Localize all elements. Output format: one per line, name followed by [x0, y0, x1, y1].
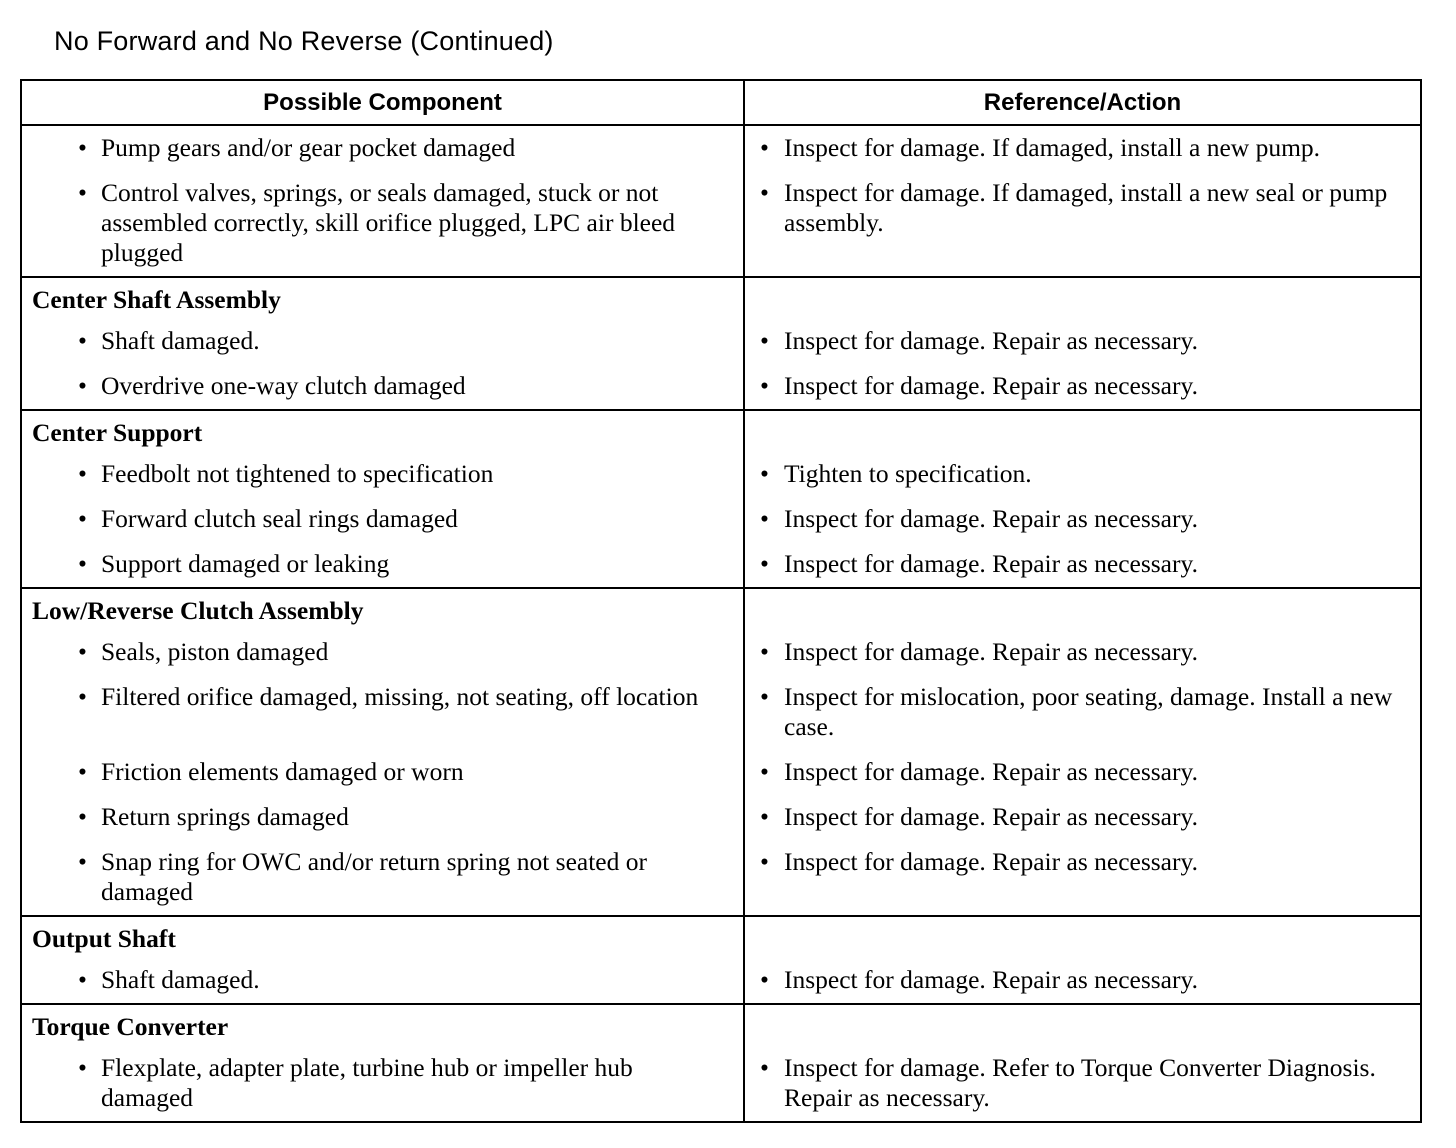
section-title: Output Shaft [32, 924, 176, 953]
section-title-empty-cell [744, 410, 1421, 452]
component-cell [21, 364, 744, 410]
section-title-cell [21, 588, 744, 630]
section-title-empty-cell [744, 588, 1421, 630]
action-item: • Inspect for damage. Repair as necessary. [745, 958, 1420, 1003]
table-row [21, 675, 1421, 750]
component-item: • Return springs damaged [22, 795, 743, 840]
action-cell [744, 795, 1421, 840]
component-item: • Friction elements damaged or worn [22, 750, 743, 795]
component-cell [21, 1046, 744, 1122]
table-row [21, 750, 1421, 795]
component-cell [21, 958, 744, 1004]
action-cell [744, 125, 1421, 171]
action-cell [744, 750, 1421, 795]
section-title-cell [21, 277, 744, 319]
action-item: • Inspect for damage. Repair as necessary. [745, 497, 1420, 542]
component-cell [21, 542, 744, 588]
section-title: Low/Reverse Clutch Assembly [32, 596, 364, 625]
component-cell [21, 125, 744, 171]
action-cell [744, 542, 1421, 588]
action-item: • Inspect for damage. Refer to Torque Converter Diagnosis. Repair as necessary. [745, 1046, 1420, 1121]
section-title: Torque Converter [32, 1012, 229, 1041]
section-title-empty-cell [744, 1004, 1421, 1046]
table-row [21, 795, 1421, 840]
section-title-cell [21, 1004, 744, 1046]
table-row [21, 630, 1421, 675]
page-title: No Forward and No Reverse (Continued) [54, 26, 554, 56]
section-header-row-center-shaft-assembly [21, 277, 1421, 319]
table-row [21, 840, 1421, 916]
table-row [21, 171, 1421, 277]
component-item: • Control valves, springs, or seals damaged, stuck or not assembled correctly, skill orifice plugged, LPC air bleed plugged [22, 171, 743, 276]
action-item: • Inspect for damage. Repair as necessary. [745, 795, 1420, 840]
section-header-row-low-reverse-clutch-assembly [21, 588, 1421, 630]
table-row [21, 1046, 1421, 1122]
section-title: Center Shaft Assembly [32, 285, 281, 314]
component-item: • Feedbolt not tightened to specification [22, 452, 743, 497]
action-item: • Inspect for mislocation, poor seating, damage. Install a new case. [745, 675, 1420, 750]
component-item: • Filtered orifice damaged, missing, not seating, off location [22, 675, 743, 720]
component-cell [21, 497, 744, 542]
component-item: • Flexplate, adapter plate, turbine hub or impeller hub damaged [22, 1046, 743, 1121]
component-cell [21, 171, 744, 277]
action-cell [744, 1046, 1421, 1122]
table-row [21, 542, 1421, 588]
action-cell [744, 364, 1421, 410]
component-item: • Shaft damaged. [22, 958, 743, 1003]
table-row [21, 452, 1421, 497]
action-cell [744, 675, 1421, 750]
component-item: • Pump gears and/or gear pocket damaged [22, 126, 743, 171]
table-row [21, 364, 1421, 410]
action-item: • Inspect for damage. Repair as necessary. [745, 542, 1420, 587]
table-row [21, 958, 1421, 1004]
component-cell [21, 750, 744, 795]
action-item: • Inspect for damage. Repair as necessary. [745, 750, 1420, 795]
column-header-action: Reference/Action [744, 80, 1421, 125]
action-cell [744, 497, 1421, 542]
action-item: • Inspect for damage. Repair as necessary. [745, 840, 1420, 885]
component-item: • Shaft damaged. [22, 319, 743, 364]
component-item: • Forward clutch seal rings damaged [22, 497, 743, 542]
component-cell [21, 675, 744, 750]
action-cell [744, 630, 1421, 675]
section-header-row-torque-converter [21, 1004, 1421, 1046]
diagnosis-table [20, 79, 1422, 1123]
component-cell [21, 452, 744, 497]
action-item: • Inspect for damage. Repair as necessary. [745, 319, 1420, 364]
action-cell [744, 840, 1421, 916]
component-item: • Support damaged or leaking [22, 542, 743, 587]
table-row [21, 497, 1421, 542]
section-title-empty-cell [744, 916, 1421, 958]
component-item: • Overdrive one-way clutch damaged [22, 364, 743, 409]
column-header-component: Possible Component [21, 80, 744, 125]
table-body [21, 125, 1421, 1122]
section-title-cell [21, 916, 744, 958]
table-row [21, 125, 1421, 171]
action-item: • Inspect for damage. Repair as necessary. [745, 364, 1420, 409]
action-item: • Tighten to specification. [745, 452, 1420, 497]
component-cell [21, 795, 744, 840]
component-item: • Snap ring for OWC and/or return spring not seated or damaged [22, 840, 743, 915]
section-header-row-output-shaft [21, 916, 1421, 958]
table-header-row [21, 80, 1421, 125]
action-cell [744, 319, 1421, 364]
action-item: • Inspect for damage. If damaged, install a new seal or pump assembly. [745, 171, 1420, 246]
action-item: • Inspect for damage. If damaged, install a new pump. [745, 126, 1420, 171]
action-cell [744, 452, 1421, 497]
action-item: • Inspect for damage. Repair as necessary. [745, 630, 1420, 675]
section-title-empty-cell [744, 277, 1421, 319]
section-title: Center Support [32, 418, 203, 447]
action-cell [744, 958, 1421, 1004]
component-cell [21, 630, 744, 675]
action-cell [744, 171, 1421, 277]
section-title-cell [21, 410, 744, 452]
component-item: • Seals, piston damaged [22, 630, 743, 675]
section-header-row-center-support [21, 410, 1421, 452]
component-cell [21, 840, 744, 916]
component-cell [21, 319, 744, 364]
table-row [21, 319, 1421, 364]
